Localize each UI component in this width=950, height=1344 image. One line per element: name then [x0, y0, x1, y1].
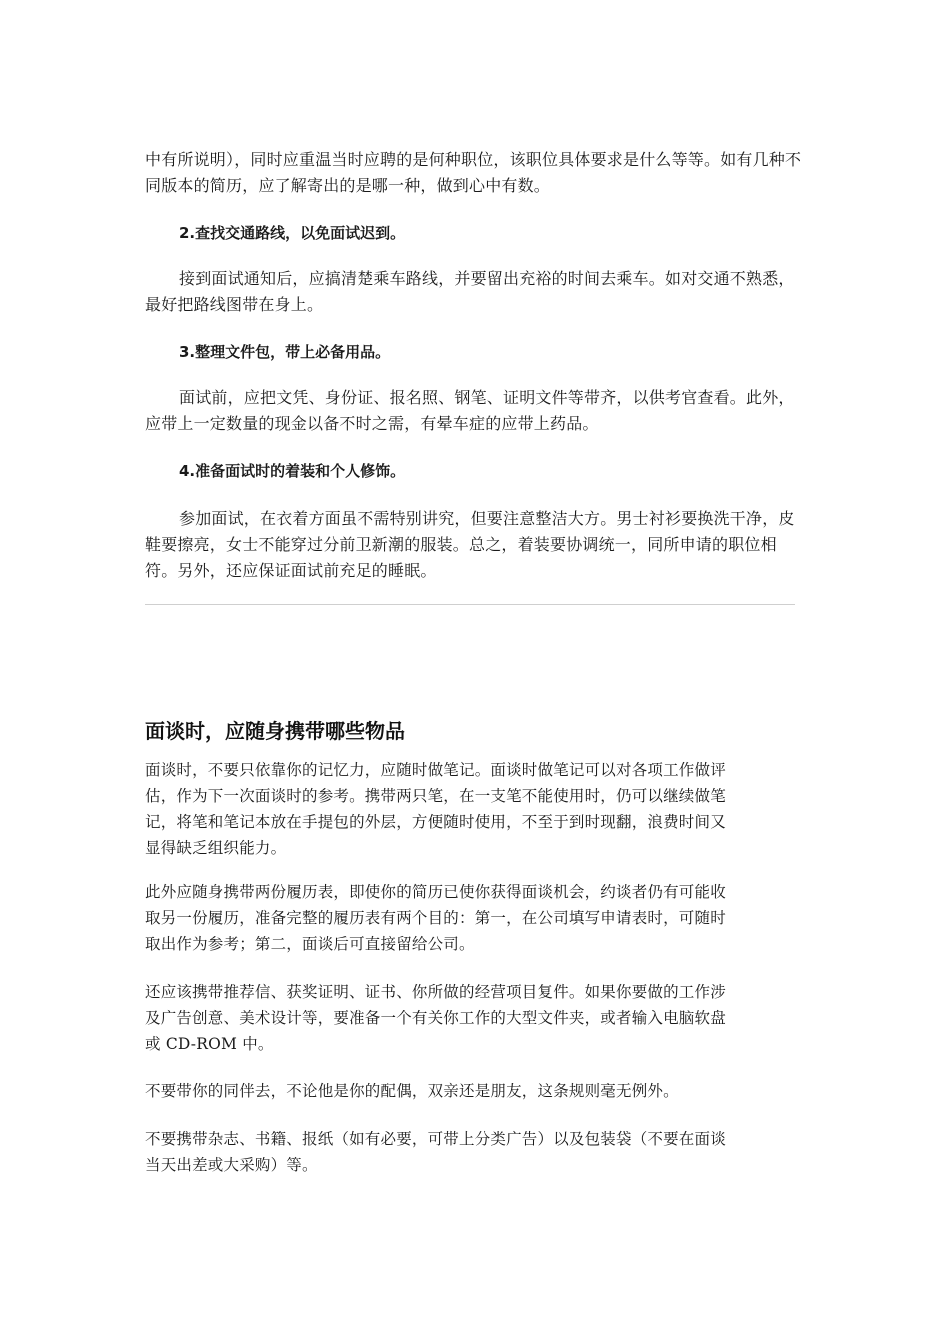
- text-line: 鞋要擦亮，女士不能穿过分前卫新潮的服装。总之，着装要协调统一，同所申请的职位相: [145, 535, 777, 554]
- text-line: 同版本的简历，应了解寄出的是哪一种，做到心中有数。: [145, 176, 551, 195]
- text-line: 最好把路线图带在身上。: [145, 295, 324, 314]
- section-title: 面谈时，应随身携带哪些物品: [145, 719, 405, 743]
- text-line: 取出作为参考；第二，面谈后可直接留给公司。: [145, 935, 475, 953]
- body-paragraph: [145, 979, 726, 1057]
- text-line: 记，将笔和笔记本放在手提包的外层，方便随时使用，不至于到时现翻，浪费时间又: [145, 813, 726, 831]
- item-paragraph-2: [145, 266, 860, 318]
- item-paragraph-3: [145, 385, 860, 437]
- text-line: 应带上一定数量的现金以备不时之需，有晕车症的应带上药品。: [145, 414, 599, 433]
- text-line: 符。另外，还应保证面试前充足的睡眠。: [145, 561, 437, 580]
- horizontal-divider: [145, 604, 795, 605]
- text-line: 显得缺乏组织能力。: [145, 839, 287, 857]
- text-line: 还应该携带推荐信、获奖证明、证书、你所做的经营项目复件。如果你要做的工作涉: [145, 983, 726, 1001]
- text-line: 参加面试，在衣着方面虽不需特别讲究，但要注意整洁大方。男士衬衫要换洗干净，皮: [179, 509, 795, 528]
- item-heading-3: 3.整理文件包，带上必备用品。: [179, 343, 391, 361]
- text-line: 此外应随身携带两份履历表，即使你的简历已使你获得面谈机会，约谈者仍有可能收: [145, 883, 726, 901]
- body-paragraph: [145, 879, 726, 957]
- text-line: 中有所说明），同时应重温当时应聘的是何种职位，该职位具体要求是什么等等。如有几种不: [145, 150, 802, 169]
- text-line: 接到面试通知后，应搞清楚乘车路线，并要留出充裕的时间去乘车。如对交通不熟悉，: [179, 269, 795, 288]
- body-paragraph: [145, 757, 726, 861]
- body-paragraph: [145, 1126, 726, 1178]
- body-paragraph: [145, 1078, 679, 1104]
- text-line: 及广告创意、美术设计等，要准备一个有关你工作的大型文件夹，或者输入电脑软盘: [145, 1009, 726, 1027]
- text-line: 取另一份履历，准备完整的履历表有两个目的：第一，在公司填写申请表时，可随时: [145, 909, 726, 927]
- text-line: 面试前，应把文凭、身份证、报名照、钢笔、证明文件等带齐，以供考官查看。此外，: [179, 388, 795, 407]
- text-line: 不要带你的同伴去，不论他是你的配偶，双亲还是朋友，这条规则毫无例外。: [145, 1082, 679, 1100]
- item-heading-4: 4.准备面试时的着装和个人修饰。: [179, 462, 406, 480]
- text-line: 不要携带杂志、书籍、报纸（如有必要，可带上分类广告）以及包装袋（不要在面谈: [145, 1130, 726, 1148]
- item-heading-2: 2.查找交通路线，以免面试迟到。: [179, 224, 406, 242]
- item-paragraph-4: [145, 506, 860, 584]
- text-line: 面谈时，不要只依靠你的记忆力，应随时做笔记。面谈时做笔记可以对各项工作做评: [145, 761, 726, 779]
- text-line: 估，作为下一次面谈时的参考。携带两只笔，在一支笔不能使用时，仍可以继续做笔: [145, 787, 726, 805]
- text-line: 或 CD-ROM 中。: [145, 1035, 274, 1053]
- intro-paragraph: [145, 147, 860, 199]
- text-line: 当天出差或大采购）等。: [145, 1156, 318, 1174]
